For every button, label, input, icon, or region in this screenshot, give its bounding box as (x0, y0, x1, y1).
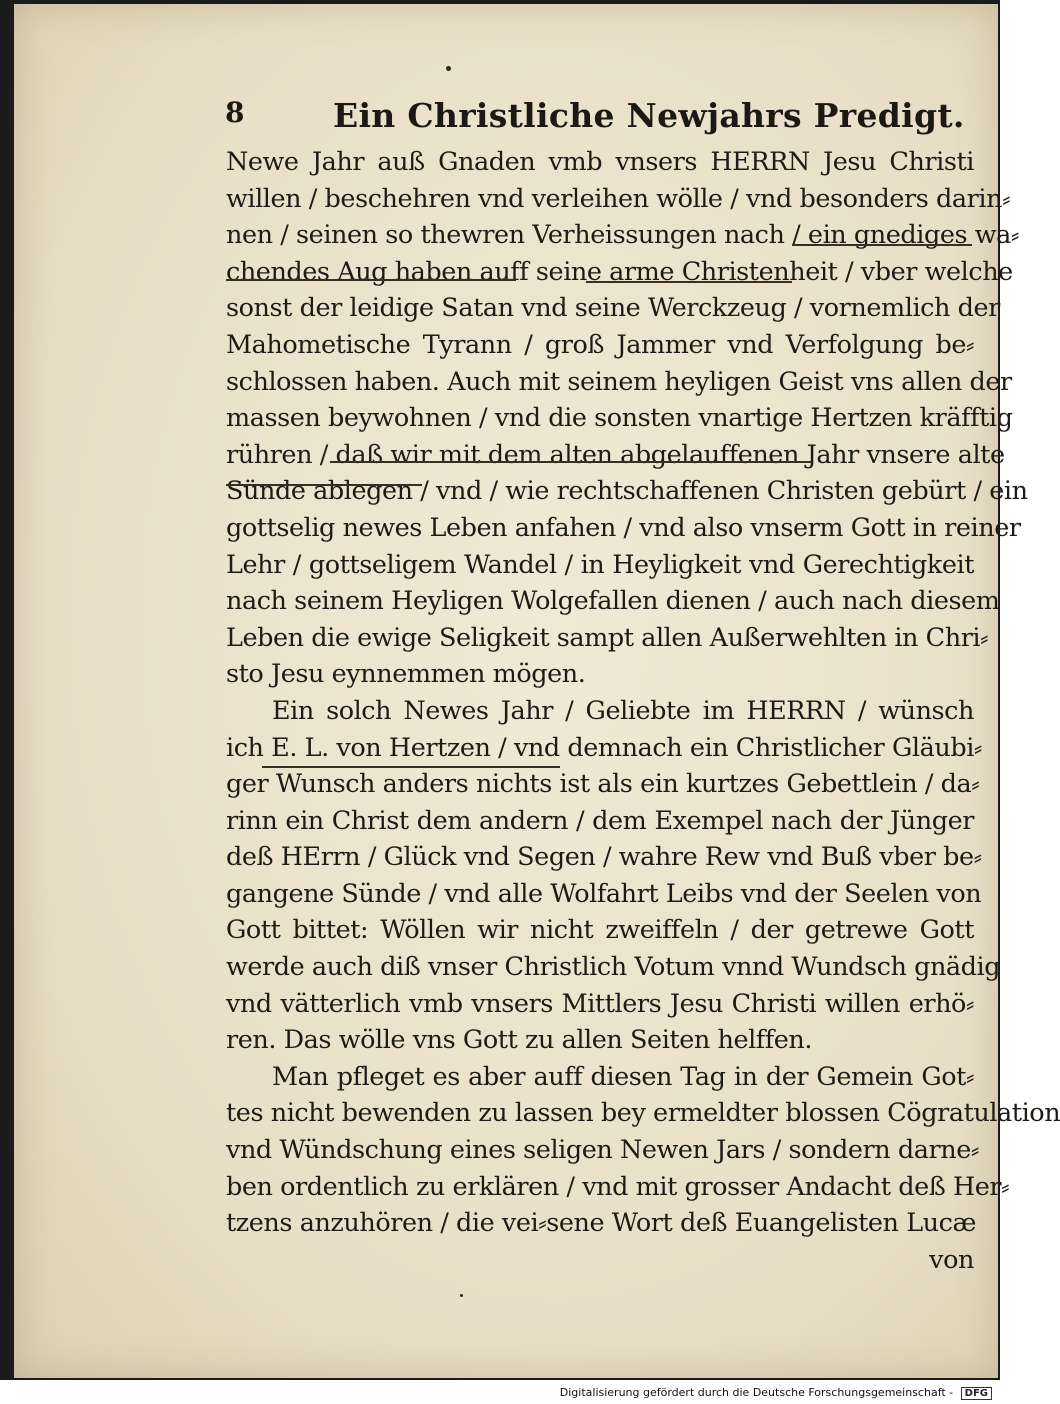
text-line: Sünde ablegen / vnd / wie rechtschaffenen Christen gebürt / ein (226, 476, 1028, 507)
credit-text: Digitalisierung gefördert durch die Deutsche Forschungsgemeinschaft - (559, 1386, 954, 1399)
text-line: Man pfleget es aber auff diesen Tag in der Gemein Got⸗ (272, 1061, 974, 1092)
text-line: vnd vätterlich vmb vnsers Mittlers Jesu Christi willen erhö⸗ (226, 988, 974, 1019)
text-line: tes nicht bewenden zu lassen bey ermeldter blossen Cögratulation (226, 1098, 1060, 1129)
text-line: tzens anzuhören / die vei⸗sene Wort deß Euangelisten Lucæ (226, 1208, 976, 1239)
handwritten-underline (330, 461, 812, 463)
text-line: vnd Wündschung eines seligen Newen Jars / sondern darne⸗ (226, 1135, 979, 1166)
text-line: Leben die ewige Seligkeit sampt allen Außerwehlten in Chri⸗ (226, 622, 989, 653)
text-line: gangene Sünde / vnd alle Wolfahrt Leibs vnd der Seelen von (226, 878, 982, 909)
text-line: gottselig newes Leben anfahen / vnd also vnserm Gott in reiner (226, 512, 1021, 543)
text-line: ich E. L. von Hertzen / vnd demnach ein Christlicher Gläubi⸗ (226, 732, 982, 763)
page-number: 8 (225, 96, 245, 129)
text-line: ger Wunsch anders nichts ist als ein kurtzes Gebettlein / da⸗ (226, 769, 980, 800)
catchword: von (929, 1244, 974, 1275)
handwritten-underline (226, 484, 422, 486)
handwritten-underline (226, 279, 516, 281)
text-line: willen / beschehren vnd verleihen wölle / vnd besonders darin⸗ (226, 183, 1011, 214)
text-line: Ein solch Newes Jahr / Geliebte im HERRN / wünsch (272, 695, 974, 726)
text-line: rinn ein Christ dem andern / dem Exempel nach der Jünger (226, 805, 974, 836)
running-title: Ein Christliche Newjahrs Predigt. (333, 96, 965, 135)
digitization-credit (560, 1386, 992, 1400)
handwritten-underline (792, 244, 972, 246)
text-line: sto Jesu eynnemmen mögen. (226, 659, 586, 690)
text-line: massen beywohnen / vnd die sonsten vnartige Hertzen kräfftig (226, 403, 1013, 434)
text-line: deß HErrn / Glück vnd Segen / wahre Rew vnd Buß vber be⸗ (226, 842, 982, 873)
handwritten-underline (586, 281, 792, 283)
text-line: chendes Aug haben auff seine arme Christenheit / vber welche (226, 256, 1013, 287)
text-line: nach seinem Heyligen Wolgefallen dienen / auch nach diesem (226, 586, 1000, 617)
body-text (226, 144, 1060, 1278)
text-line: schlossen haben. Auch mit seinem heyligen Geist vns allen der (226, 366, 1012, 397)
text-line: ben ordentlich zu erklären / vnd mit grosser Andacht deß Her⸗ (226, 1171, 1010, 1202)
text-line: nen / seinen so thewren Verheissungen nach / ein gnediges wa⸗ (226, 220, 1019, 251)
ink-speck (446, 66, 451, 71)
text-line: Lehr / gottseligem Wandel / in Heyligkeit vnd Gerechtigkeit (226, 549, 974, 580)
text-line: ren. Das wölle vns Gott zu allen Seiten helffen. (226, 1025, 813, 1056)
handwritten-underline (262, 766, 560, 768)
text-line: rühren / daß wir mit dem alten abgelauffenen Jahr vnsere alte (226, 439, 1005, 470)
text-line: sonst der leidige Satan vnd seine Werckzeug / vornemlich der (226, 293, 1000, 324)
text-line: Newe Jahr auß Gnaden vmb vnsers HERRN Jesu Christi (226, 147, 974, 177)
text-line: Gott bittet: Wöllen wir nicht zweiffeln / der getrewe Gott (226, 915, 974, 946)
text-line: Mahometische Tyrann / groß Jammer vnd Verfolgung be⸗ (226, 329, 974, 360)
ink-speck (460, 1294, 463, 1297)
dfg-logo: DFG (961, 1387, 992, 1400)
text-line: werde auch diß vnser Christlich Votum vnnd Wundsch gnädig (226, 952, 1001, 983)
